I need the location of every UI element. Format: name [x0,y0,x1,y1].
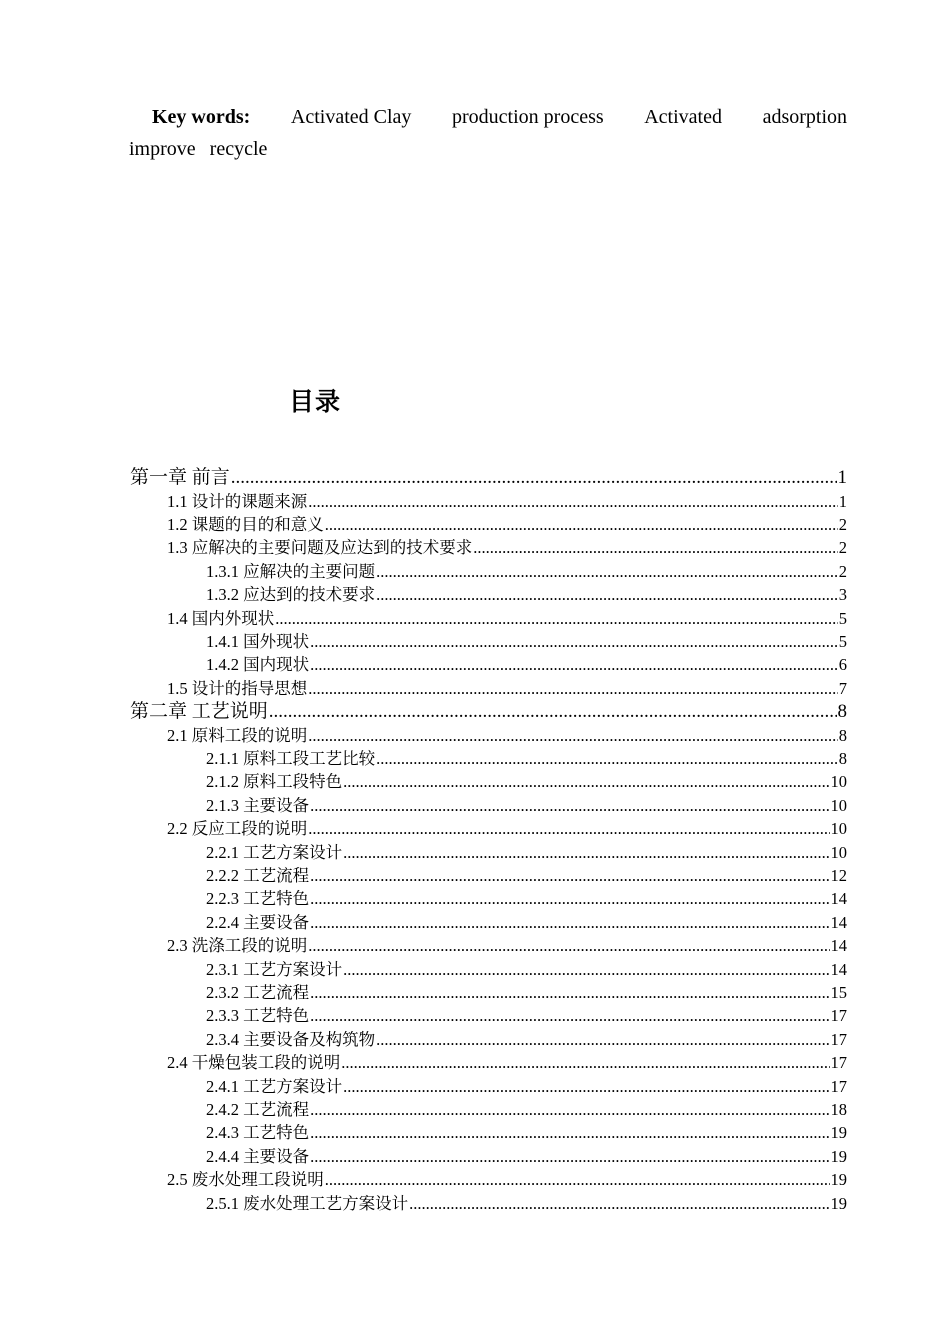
toc-entry-title: 第二章 工艺说明 [130,701,268,723]
toc-dot-leader [269,700,837,724]
toc-entry-page: 3 [838,585,847,605]
keywords-label: Key words: [152,106,251,128]
toc-entry[interactable] [130,1028,847,1051]
toc-dot-leader [275,607,838,630]
toc-entry-title: 2.2.2 工艺流程 [206,866,310,886]
toc-entry[interactable] [130,1098,847,1121]
toc-entry[interactable] [130,958,847,981]
toc-entry-page: 15 [830,983,847,1002]
toc-entry-title: 2.2.3 工艺特色 [206,889,310,909]
toc-dot-leader [308,817,829,840]
toc-entry-page: 12 [830,866,847,886]
toc-entry[interactable] [130,770,847,793]
toc-dot-leader [308,677,838,700]
keyword-term: improve [129,138,196,160]
toc-entry-page: 17 [830,1006,847,1026]
toc-entry[interactable] [130,1168,847,1191]
toc-dot-leader [310,1145,829,1168]
toc-dot-leader [310,864,829,887]
toc-entry-title: 2.2.4 主要设备 [206,912,310,932]
keyword-term: recycle [209,138,268,160]
keyword-term: production process [452,106,604,128]
toc-entry-title: 2.1.2 原料工段特色 [206,772,343,792]
toc-entry-title: 2.1.1 原料工段工艺比较 [206,749,376,769]
toc-dot-leader [310,653,838,676]
toc-entry-title: 1.4 国内外现状 [167,608,275,628]
toc-entry-page: 17 [830,1076,847,1096]
toc-dot-leader [341,1051,829,1074]
toc-entry[interactable] [130,981,847,1004]
toc-entry-title: 1.2 课题的目的和意义 [167,514,324,534]
toc-entry-page: 5 [838,631,847,651]
toc-entry[interactable] [130,560,847,583]
toc-dot-leader [376,583,838,606]
toc-entry-page: 19 [830,1146,847,1166]
toc-entry-title: 1.3 应解决的主要问题及应达到的技术要求 [167,538,473,558]
toc-entry-page: 8 [838,749,847,769]
toc-entry-page: 7 [838,678,847,698]
toc-dot-leader [343,958,829,981]
keywords-paragraph [129,101,847,165]
toc-entry-title: 1.1 设计的课题来源 [167,491,308,511]
toc-entry-page: 19 [830,1193,847,1213]
toc-entry[interactable] [130,583,847,606]
toc-entry[interactable] [130,653,847,676]
toc-entry[interactable] [130,1192,847,1215]
toc-dot-leader [308,724,838,747]
toc-entry-title: 2.4.1 工艺方案设计 [206,1076,343,1096]
toc-dot-leader [310,981,829,1004]
toc-entry[interactable] [130,864,847,887]
toc-entry[interactable] [130,536,847,559]
toc-entry[interactable] [130,1075,847,1098]
toc-dot-leader [376,747,838,770]
toc-entry[interactable] [130,630,847,653]
toc-entry-page: 8 [838,725,847,745]
toc-entry-title: 2.2.1 工艺方案设计 [206,842,343,862]
toc-entry-title: 1.5 设计的指导思想 [167,678,308,698]
toc-dot-leader [310,887,829,910]
toc-dot-leader [310,630,838,653]
table-of-contents [130,466,847,1215]
toc-entry-title: 2.3 洗涤工段的说明 [167,936,308,956]
toc-entry[interactable] [130,1051,847,1074]
toc-entry-title: 2.4.4 主要设备 [206,1146,310,1166]
toc-entry-title: 2.4.2 工艺流程 [206,1099,310,1119]
toc-entry-page: 10 [830,842,847,862]
toc-entry-page: 14 [830,912,847,932]
toc-entry-page: 6 [838,655,847,675]
toc-entry-title: 第一章 前言 [130,467,230,488]
keyword-term: adsorption [762,106,847,128]
toc-dot-leader [310,1121,829,1144]
toc-entry-page: 10 [830,795,847,815]
toc-entry-title: 2.5 废水处理工段说明 [167,1170,324,1190]
keywords-line-1 [129,101,847,133]
toc-entry-title: 2.1.3 主要设备 [206,795,310,815]
toc-dot-leader [308,934,829,957]
toc-dot-leader [473,536,838,559]
keyword-term: Activated [644,106,722,128]
toc-entry[interactable] [130,1121,847,1144]
toc-entry[interactable] [130,724,847,747]
toc-entry-page: 2 [838,514,847,534]
toc-entry-title: 2.4 干燥包装工段的说明 [167,1053,341,1073]
toc-dot-leader [409,1192,829,1215]
toc-entry-title: 2.3.3 工艺特色 [206,1006,310,1026]
toc-entry-page: 18 [830,1099,847,1119]
toc-entry[interactable] [130,677,847,700]
toc-entry-title: 1.3.1 应解决的主要问题 [206,561,376,581]
toc-entry-title: 2.1 原料工段的说明 [167,725,308,745]
toc-entry-page: 19 [830,1123,847,1143]
toc-dot-leader [310,911,829,934]
toc-entry-page: 1 [837,467,847,488]
toc-entry-page: 14 [830,959,847,979]
toc-entry-page: 14 [830,889,847,909]
toc-entry-page: 17 [830,1053,847,1073]
toc-entry[interactable] [130,817,847,840]
toc-entry-title: 2.3.2 工艺流程 [206,983,310,1002]
toc-entry[interactable] [130,513,847,536]
toc-entry-page: 14 [830,936,847,956]
toc-entry-title: 2.3.1 工艺方案设计 [206,959,343,979]
toc-dot-leader [343,841,829,864]
toc-entry-page: 10 [830,772,847,792]
toc-dot-leader [343,1075,829,1098]
toc-entry[interactable] [130,911,847,934]
keyword-term: Activated Clay [290,106,412,128]
toc-entry[interactable] [130,1145,847,1168]
toc-entry[interactable] [130,1004,847,1027]
toc-entry-page: 2 [838,538,847,558]
toc-entry-page: 19 [830,1170,847,1190]
toc-entry-page: 2 [838,561,847,581]
toc-dot-leader [310,1004,829,1027]
toc-entry[interactable] [130,490,847,513]
toc-dot-leader [310,1098,829,1121]
toc-dot-leader [325,513,838,536]
toc-dot-leader [325,1168,830,1191]
toc-entry-title: 2.5.1 废水处理工艺方案设计 [206,1193,409,1213]
toc-entry[interactable] [130,934,847,957]
toc-entry[interactable] [130,747,847,770]
toc-dot-leader [376,560,838,583]
toc-title: 目录 [289,387,342,416]
toc-entry[interactable] [130,794,847,817]
toc-entry[interactable] [130,607,847,630]
toc-entry-title: 1.3.2 应达到的技术要求 [206,585,376,605]
toc-entry-title: 2.3.4 主要设备及构筑物 [206,1029,376,1049]
toc-entry-title: 1.4.2 国内现状 [206,655,310,675]
toc-entry-page: 5 [838,608,847,628]
toc-entry-page: 1 [838,491,847,511]
toc-dot-leader [343,770,829,793]
toc-entry-page: 17 [830,1029,847,1049]
toc-entry[interactable] [130,700,847,724]
toc-entry-title: 1.4.1 国外现状 [206,631,310,651]
toc-entry-page: 8 [837,701,847,723]
toc-entry-page: 10 [830,819,847,839]
toc-entry-title: 2.4.3 工艺特色 [206,1123,310,1143]
toc-dot-leader [231,466,837,490]
toc-dot-leader [308,490,838,513]
toc-dot-leader [376,1028,829,1051]
toc-dot-leader [310,794,829,817]
keywords-line-2 [129,133,847,165]
toc-entry[interactable] [130,887,847,910]
toc-entry[interactable] [130,841,847,864]
toc-entry[interactable] [130,466,847,490]
toc-entry-title: 2.2 反应工段的说明 [167,819,308,839]
